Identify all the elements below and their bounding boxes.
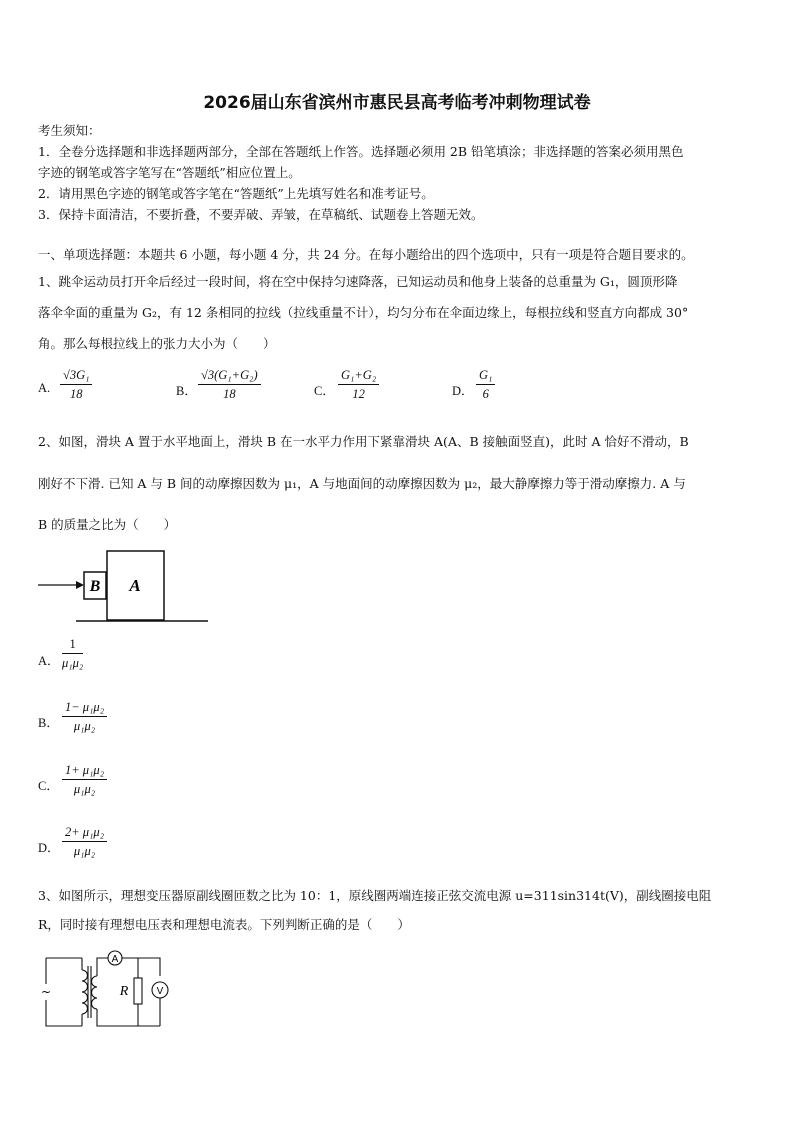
option-label: D．: [38, 841, 60, 855]
q3-stem-line: R，同时接有理想电压表和理想电流表。下列判断正确的是（ ）: [38, 917, 410, 932]
fraction-denominator: μ₁μ₂: [73, 782, 96, 796]
option-label: D．: [452, 384, 474, 398]
ammeter-label: A: [111, 954, 119, 965]
page-title: 2026届山东省滨州市惠民县高考临考冲刺物理试卷: [203, 93, 591, 113]
q2-stem-line: 2、如图，滑块 A 置于水平地面上，滑块 B 在一水平力作用下紧靠滑块 A(A、B 接触面竖直)，此时 A 恰好不滑动，B: [38, 434, 689, 449]
option-label: C．: [314, 384, 335, 398]
option-fraction: [60, 368, 92, 402]
fraction-numerator: 1+ μ₁μ₂: [62, 763, 107, 780]
fraction-numerator: √3G₁: [60, 368, 92, 385]
secondary-wire: [97, 958, 108, 976]
fraction-denominator: 6: [482, 387, 489, 401]
option-fraction: [476, 368, 495, 402]
option-fraction: [198, 368, 261, 402]
fraction-numerator: G₁: [476, 368, 495, 385]
option-label: B．: [38, 716, 59, 730]
fraction-numerator: 2+ μ₁μ₂: [62, 825, 107, 842]
q1-stem-line: 1、跳伞运动员打开伞后经过一段时间，将在空中保持匀速降落，已知运动员和他身上装备的总重量为 G₁，圆顶形降: [38, 274, 678, 289]
block-a-label: A: [129, 576, 141, 595]
q1-stem-line: 角。那么每根拉线上的张力大小为（ ）: [38, 336, 276, 351]
fraction-numerator: 1− μ₁μ₂: [62, 700, 107, 717]
force-arrow-head: [76, 581, 84, 589]
fraction-denominator: 12: [352, 387, 365, 401]
option-label: A．: [38, 654, 60, 668]
fraction-denominator: 18: [69, 387, 83, 401]
fraction-denominator: 18: [223, 387, 236, 401]
resistor-label: R: [119, 984, 129, 999]
option-fraction: [62, 700, 107, 734]
fraction-denominator: μ₁μ₂: [73, 719, 96, 733]
fraction-denominator: μ₁μ₂: [62, 656, 84, 670]
q3-stem-line: 3、如图所示，理想变压器原副线圈匝数之比为 10：1，原线圈两端连接正弦交流电源 u=311sin314t(V)，副线圈接电阻: [38, 888, 712, 903]
q3-transformer-circuit: [38, 948, 178, 1033]
option-fraction: [62, 763, 107, 797]
voltmeter-label: V: [156, 986, 164, 997]
primary-coil: [82, 970, 88, 1014]
fraction-numerator: √3(G₁+G₂): [198, 368, 261, 385]
option-label: C．: [38, 779, 59, 793]
secondary-wire: [122, 958, 160, 976]
fraction-denominator: μ₁μ₂: [73, 844, 96, 858]
option-fraction: [338, 368, 379, 402]
option-fraction: [62, 637, 83, 671]
option-label: B．: [176, 384, 197, 398]
q2-block-figure: [38, 548, 213, 628]
fraction-numerator: 1: [62, 637, 83, 654]
q2-stem-line: B 的质量之比为（ ）: [38, 517, 177, 532]
secondary-coil: [92, 976, 98, 1009]
q2-stem-line: 刚好不下滑. 已知 A 与 B 间的动摩擦因数为 μ₁，A 与地面间的动摩擦因数为 μ₂，最大静摩擦力等于滑动摩擦力. A 与: [38, 476, 686, 491]
q1-stem-line: 落伞伞面的重量为 G₂，有 12 条相同的拉线（拉线重量不计），均匀分布在伞面边缘上，每根拉线和竖直方向都成 30°: [38, 305, 689, 320]
notice-line: 2．请用黑色字迹的钢笔或答字笔在“答题纸”上先填写姓名和准考证号。: [38, 186, 434, 201]
notice-line: 1．全卷分选择题和非选择题两部分，全部在答题纸上作答。选择题必须用 2B 铅笔填涂；非选择题的答案必须用黑色: [38, 144, 684, 159]
notice-heading: 考生须知：: [38, 123, 101, 138]
notice-line: 3．保持卡面清洁，不要折叠，不要弄破、弄皱，在草稿纸、试题卷上答题无效。: [38, 207, 484, 222]
block-b-label: B: [89, 578, 101, 595]
option-fraction: [62, 825, 107, 859]
ac-source-symbol: ~: [40, 985, 52, 999]
notice-line: 字迹的钢笔或答字笔写在“答题纸”相应位置上。: [38, 165, 301, 180]
fraction-numerator: G₁+G₂: [338, 368, 379, 385]
secondary-wire: [97, 1009, 160, 1026]
option-label: A.: [38, 381, 51, 395]
resistor: [134, 978, 142, 1004]
section-heading: 一、单项选择题：本题共 6 小题，每小题 4 分，共 24 分。在每小题给出的四个选项中，只有一项是符合题目要求的。: [38, 247, 694, 262]
